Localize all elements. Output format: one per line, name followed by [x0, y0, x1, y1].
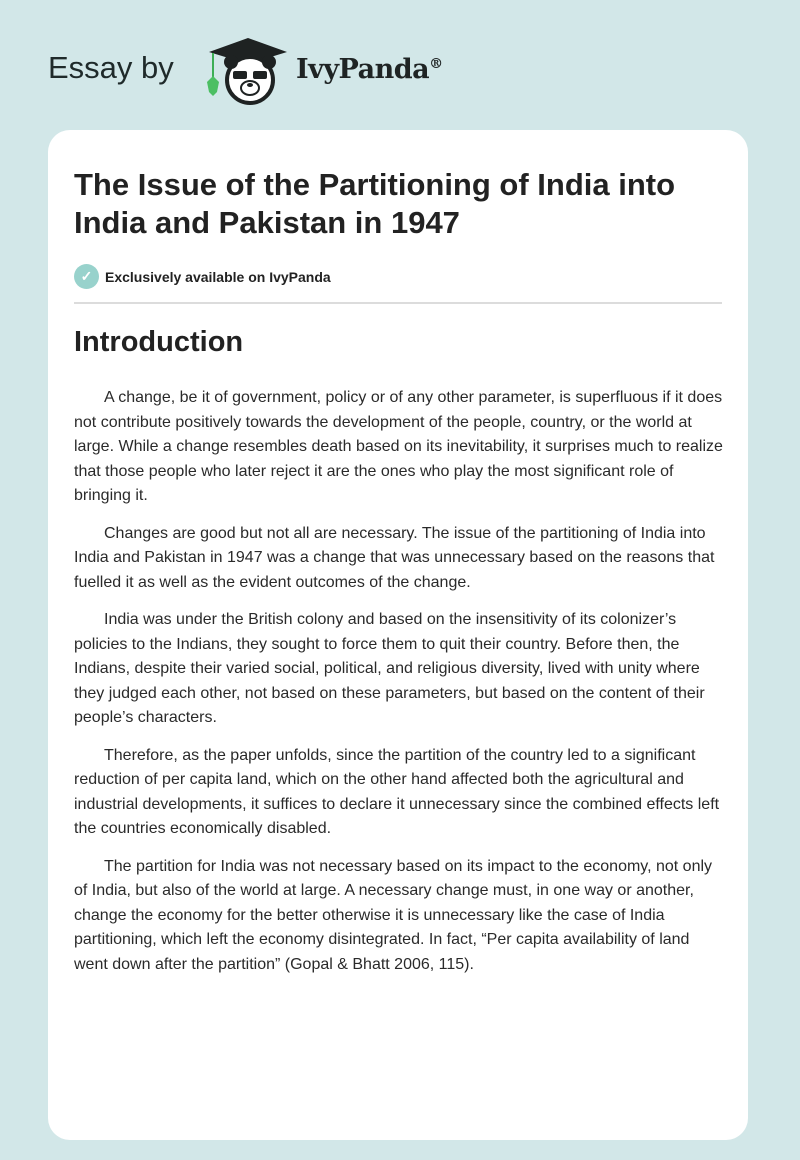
- essay-card: [48, 130, 748, 1140]
- check-icon: ✓: [74, 264, 99, 289]
- brand-name[interactable]: IvyPanda®: [296, 54, 443, 85]
- site-header: [0, 0, 800, 130]
- paragraph: Therefore, as the paper unfolds, since the partition of the country led to a significant reduction of per capita land, which on the other hand affected both the agricultural and industrial developments, it suffices to declare it unnecessary since the combined effects left the countries economically disabled.: [74, 746, 720, 837]
- essay-body: [74, 386, 724, 990]
- panda-logo-icon[interactable]: [203, 36, 293, 106]
- paragraph: The partition for India was not necessary based on its impact to the economy, not only of India, but also of the world at large. A necessary change must, in one way or another, change the economy for the better otherwise it is unnecessary like the case of India partitioning, which left the economy disintegrated. In fact, “Per capita availability of land went down after the partition” (Gopal & Bhatt 2006, 115).: [74, 857, 713, 973]
- exclusive-badge: [74, 264, 331, 289]
- paragraph: India was under the British colony and based on the insensitivity of its colonizer’s policies to the Indians, they sought to force them to quit their country. Before then, the Indians, despite their varied social, political, and religious diversity, lived with unity where they judged each other, not based on these parameters, but based on the content of their people’s characters.: [74, 611, 705, 726]
- paragraph: A change, be it of government, policy or of any other parameter, is superfluous if it does not contribute positively towards the development of the people, country, or the world at large. While a change resembles death based on its inevitability, it surprises much to realize that those people who later reject it are the ones who play the most significant role of bringing it.: [74, 389, 723, 504]
- page-title: The Issue of the Partitioning of India into India and Pakistan in 1947: [74, 167, 676, 240]
- divider: [74, 302, 722, 304]
- paragraph: Changes are good but not all are necessary. The issue of the partitioning of India into India and Pakistan in 1947 was a change that was unnecessary based on the reasons that fuelled it as well as the evident outcomes of the change.: [74, 524, 715, 591]
- essay-by-label: Essay by: [48, 50, 174, 85]
- exclusive-label: Exclusively available on IvyPanda: [105, 268, 331, 285]
- section-heading: Introduction: [74, 326, 244, 358]
